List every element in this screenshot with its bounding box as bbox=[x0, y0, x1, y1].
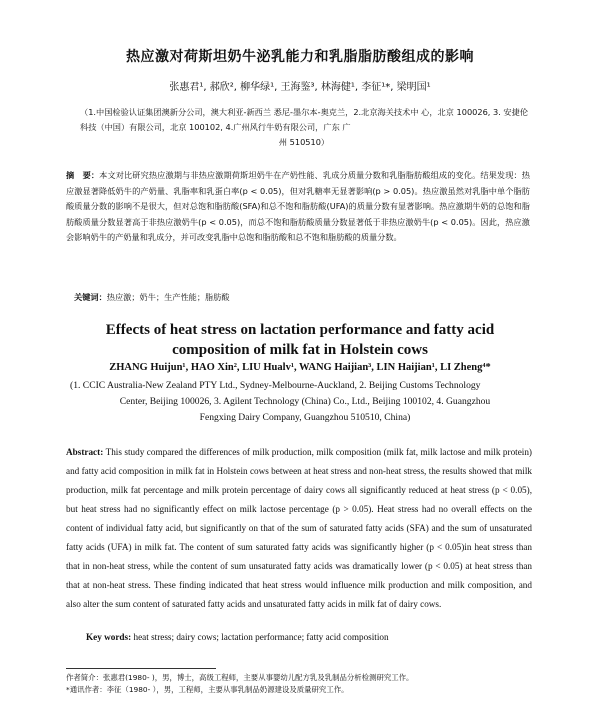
english-title-line1: Effects of heat stress on lactation performance and fatty acid bbox=[105, 322, 495, 338]
chinese-keywords bbox=[74, 292, 534, 303]
english-keywords bbox=[86, 632, 536, 642]
chinese-affiliation-line1: （1.中国检验认证集团澳新分公司，澳大利亚-新西兰 悉尼-墨尔本-奥克兰，2.北京海关技术中 bbox=[80, 107, 419, 117]
english-authors: ZHANG Huijun¹, HAO Xin², LIU Hualv¹, WANG Haijian³, LIN Haijian¹, LI Zheng⁴* bbox=[109, 362, 491, 373]
chinese-affiliations bbox=[80, 105, 528, 150]
english-affiliations bbox=[70, 378, 540, 426]
chinese-title: 热应激对荷斯坦奶牛泌乳能力和乳脂脂肪酸组成的影响 bbox=[126, 49, 474, 65]
footnote-author-intro: 作者简介：张惠君(1980- )，男，博士，高级工程师，主要从事婴幼儿配方乳及乳制品分析检测研究工作。 bbox=[66, 673, 414, 682]
footnote-corresponding-author: *通讯作者：李征（1980- ），男，工程师，主要从事乳制品奶源建设及质量研究工作。 bbox=[66, 685, 349, 694]
footnote-divider bbox=[66, 668, 216, 669]
english-title-line2: composition of milk fat in Holstein cows bbox=[172, 342, 428, 358]
english-title bbox=[0, 320, 600, 360]
english-abstract bbox=[66, 443, 532, 614]
english-affiliation-line1: (1. CCIC Australia-New Zealand PTY Ltd., Sydney-Melbourne-Auckland, 2. Beijing Customs Technology bbox=[70, 380, 481, 391]
chinese-authors: 张惠君¹, 郝欣², 柳华绿¹, 王海鉴³, 林海健¹, 李征¹*, 梁明国¹ bbox=[169, 82, 431, 93]
chinese-affiliation-line3: 州 510510） bbox=[278, 137, 330, 147]
chinese-keywords-label: 关键词： bbox=[74, 292, 107, 302]
english-affiliation-line2: Center, Beijing 100026, 3. Agilent Technology (China) Co., Ltd., Beijing 100102, 4. Guangzhou bbox=[119, 396, 491, 407]
english-affiliation-line3: Fengxing Dairy Company, Guangzhou 510510, China) bbox=[199, 412, 411, 423]
chinese-abstract-text: 本文对比研究热应激期与非热应激期荷斯坦奶牛在产奶性能、乳成分质量分数和乳脂脂肪酸组成的变化。结果发现：热应激显著降低奶牛的产奶量、乳脂率和乳蛋白率(p < 0.05)，但对乳糖率无显著影响(p > 0.05)。热应激虽然对乳脂中单个脂肪酸质量分数的影响不是很大，但对总饱和脂肪酸(SFA)和总不饱和脂肪酸(UFA)的质量分数有显著影响。热应激期牛奶的总饱和脂肪酸质量分数显著高于非热应激奶牛(p < 0.05)，而总不饱和脂肪酸质量分数显著低于非热应激奶牛(p < 0.05)。因此，热应激会影响奶牛的产奶量和乳成分，并可改变乳脂中总饱和脂肪酸和总不饱和脂肪酸的质量分数。 bbox=[66, 170, 530, 242]
chinese-abstract bbox=[66, 168, 530, 246]
chinese-affiliation-line2: 心，北京 100026, 3. 安捷伦科技（中国）有限公司，北京 100102, 4.广州风行牛奶有限公司，广东 广 bbox=[80, 107, 529, 132]
english-abstract-label: Abstract: bbox=[66, 447, 104, 457]
chinese-abstract-label: 摘 要： bbox=[66, 170, 100, 180]
chinese-keywords-text: 热应激；奶牛；生产性能；脂肪酸 bbox=[106, 292, 230, 302]
english-abstract-text: This study compared the differences of milk production, milk composition (milk fat, milk lactose and milk protein) and fatty acid composition in milk fat in Holstein cows between at heat stress and non-heat stress, the results showed that milk production, milk fat percentage and milk protein percentage of dairy cows all significantly reduced at heat stress (p < 0.05), but heat stress had no significantly effect on milk lactose percentage (p > 0.05). Heat stress had no overall effects on the content of individual fatty acid, but significantly on that of the sum of saturated fatty acids (SFA) and the sum of unsaturated fatty acids (UFA) in milk fat. The content of sum saturated fatty acids was significantly higher (p < 0.05)in heat stress than that in non-heat stress, while the content of sum unsaturated fatty acids was dramatically lower (p < 0.05) at heat stress than that at non-heat stress. These finding indicated that heat stress would influence milk production and milk composition, and also alter the sum content of saturated fatty acids and unsaturated fatty acids in milk fat of dairy cows. bbox=[66, 447, 532, 609]
english-keywords-text: heat stress; dairy cows; lactation performance; fatty acid composition bbox=[133, 632, 389, 642]
english-keywords-label: Key words: bbox=[86, 632, 132, 642]
